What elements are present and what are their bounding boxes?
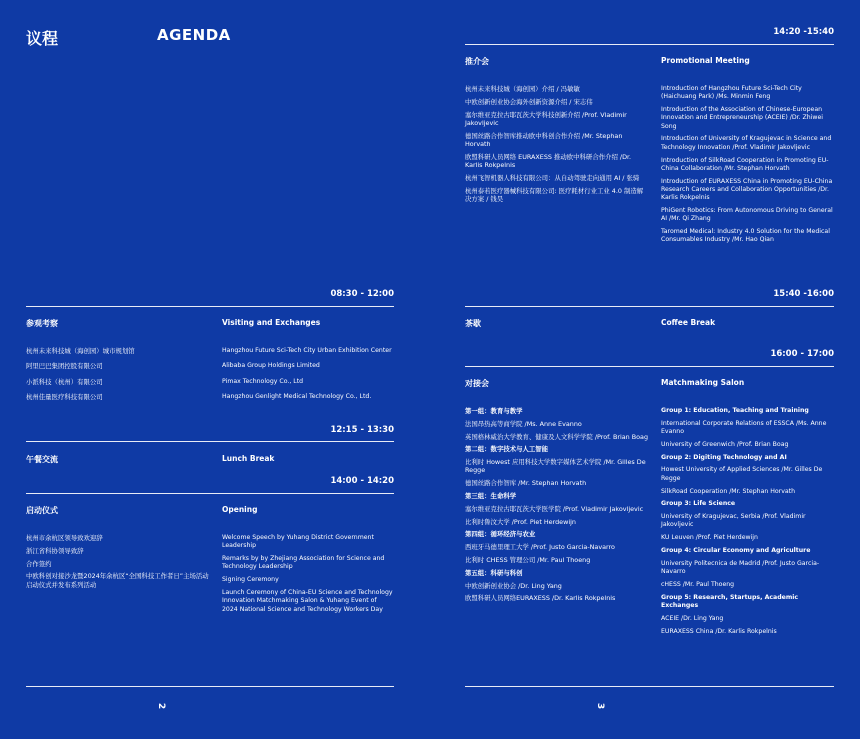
- page-number: 3: [595, 702, 606, 710]
- list-item: Welcome Speech by Yuhang District Government Leadership: [222, 534, 374, 550]
- list-item: Introduction of EURAXESS China in Promoting EU-China Research Careers and Collaboration Opportunities /Dr. Karlis Rokpelnis: [661, 177, 833, 202]
- opening-list-cn: [26, 534, 214, 593]
- match-title-cn: 对接会: [465, 379, 489, 388]
- group-heading: 第三组：生命科学: [465, 492, 517, 501]
- list-item: 杭州佳量医疗科技有限公司: [26, 392, 103, 401]
- list-item: 中欧创新创业协会 /Dr. Ling Yang: [465, 581, 562, 590]
- list-item: 杭州市余杭区领导致欢迎辞: [26, 534, 103, 542]
- list-item: 中欧科创对接沙龙暨2024年余杭区“全国科技工作者日”主场活动启动仪式并发布系列活动: [26, 572, 209, 589]
- list-item: Introduction of the Association of Chinese-European Innovation and Entrepreneurship (ACEIE) /Dr. Zhiwei Song: [661, 106, 824, 130]
- lunch-time: 12:15 - 13:30: [330, 425, 394, 435]
- list-item: University of Greenwich /Prof. Brian Boag: [661, 440, 789, 448]
- list-item: 小派科技（杭州）有限公司: [26, 377, 103, 386]
- list-item: EURAXESS China /Dr. Karlis Rokpelnis: [661, 627, 777, 635]
- opening-title-cn: 启动仪式: [26, 506, 58, 515]
- left-page: [26, 0, 394, 739]
- lunch-title-cn: 午餐交流: [26, 455, 58, 464]
- list-item: 阿里巴巴集团控股有限公司: [26, 362, 103, 371]
- divider: [26, 306, 394, 307]
- list-item: 塞尔维亚克拉古耶瓦茨大学医学院 /Prof. Vladimir Jakovljevic: [465, 504, 644, 513]
- match-title-en: Matchmaking Salon: [661, 378, 745, 387]
- divider: [465, 686, 834, 687]
- agenda-title-en: AGENDA: [157, 26, 231, 44]
- list-item: 西班牙马德里理工大学 /Prof. Justo Garcia-Navarro: [465, 543, 615, 552]
- group-heading: Group 1: Education, Teaching and Training: [661, 407, 809, 414]
- agenda-title-cn: 议程: [26, 29, 59, 48]
- promo-title-en: Promotional Meeting: [661, 56, 750, 65]
- list-item: 比利时鲁汶大学 /Prof. Piet Herdewijn: [465, 517, 576, 526]
- list-item: ACEIE /Dr. Ling Yang: [661, 614, 724, 622]
- group-heading: Group 5: Research, Startups, Academic Exchanges: [661, 593, 799, 610]
- list-item: Remarks by by Zhejiang Association for Science and Technology Leadership: [222, 555, 385, 571]
- divider: [465, 366, 834, 367]
- list-item: 合作签约: [26, 559, 52, 568]
- list-item: 欧盟科研人员网络EURAXESS /Dr. Karlis Rokpelnis: [465, 594, 616, 603]
- promo-time: 14:20 -15:40: [773, 27, 834, 37]
- list-item: Pimax Technology Co., Ltd: [222, 377, 304, 385]
- list-item: SilkRoad Cooperation /Mr. Stephan Horvath: [661, 487, 796, 495]
- list-item: Introduction of University of Kragujevac in Science and Technology Innovation /Prof. Vladimir Jakovljevic: [661, 135, 832, 151]
- group-heading: 第五组：科研与科创: [465, 568, 523, 577]
- group-heading: 第四组：循环经济与农业: [465, 530, 536, 539]
- list-item: 比利时 Howest 应用科技大学数字媒体艺术学院 /Mr. Gilles De Regge: [465, 458, 646, 475]
- list-item: Hangzhou Future Sci-Tech City Urban Exhibition Center: [222, 347, 392, 354]
- list-item: University Politecnica de Madrid /Prof. Justo Garcia-Navarro: [661, 559, 820, 576]
- list-item: 法国昂热高等商学院 /Ms. Anne Evanno: [465, 419, 582, 428]
- coffee-title-cn: 茶歇: [465, 319, 481, 328]
- divider: [26, 441, 394, 442]
- divider: [26, 493, 394, 494]
- match-list-en: [661, 407, 833, 640]
- list-item: 浙江省科协领导致辞: [26, 546, 84, 555]
- list-item: Introduction of SilkRoad Cooperation in Promoting EU-China Collaboration /Mr. Stephan Horvath: [661, 156, 829, 172]
- list-item: 杭州未来科技城（海创园）介绍 / 冯敏敏: [465, 85, 580, 93]
- list-item: 德国丝路合作智库 /Mr. Stephan Horvath: [465, 479, 587, 488]
- opening-list-en: [222, 534, 394, 618]
- right-page: [465, 0, 834, 739]
- group-heading: Group 3: Life Science: [661, 500, 736, 508]
- opening-time: 14:00 - 14:20: [330, 476, 394, 486]
- coffee-title-en: Coffee Break: [661, 318, 716, 327]
- visit-title-en: Visiting and Exchanges: [222, 318, 321, 327]
- list-item: 杭州泰若医疗器械科技有限公司: 医疗耗材行业工业 4.0 制造解决方案 / 钱昊: [465, 186, 644, 203]
- promo-list-cn: [465, 85, 645, 208]
- list-item: International Corporate Relations of ESSCA /Ms. Anne Evanno: [661, 419, 827, 436]
- list-item: 比利时 CHESS 管理公司 /Mr. Paul Thoeng: [465, 556, 591, 565]
- list-item: University of Kragujevac, Serbia /Prof. Vladimir Jakovljevic: [661, 513, 806, 529]
- list-item: 中欧创新创业协会海外创新资源介绍 / 宋志伟: [465, 97, 593, 106]
- match-list-cn: [465, 407, 650, 607]
- group-heading: 第一组：教育与教学: [465, 407, 523, 415]
- list-item: PhiGent Robotics: From Autonomous Driving to General AI /Mr. Qi Zhang: [661, 207, 833, 223]
- list-item: Launch Ceremony of China-EU Science and Technology Innovation Matchmaking Salon & Yuhang Event of 2024 National Science and Technology Workers Day: [222, 588, 393, 613]
- list-item: 英国格林威治大学教育、健康及人文科学学院 /Prof. Brian Boag: [465, 432, 649, 441]
- promo-list-en: [661, 85, 833, 249]
- coffee-time: 15:40 -16:00: [773, 289, 834, 299]
- list-item: 杭州飞智机器人科技有限公司：从自动驾驶走向通用 AI / 张骑: [465, 173, 640, 182]
- list-item: Introduction of Hangzhou Future Sci-Tech City (Haichuang Park) /Ms. Minmin Feng: [661, 85, 802, 101]
- match-time: 16:00 - 17:00: [770, 349, 834, 359]
- lunch-title-en: Lunch Break: [222, 454, 275, 463]
- list-item: Howest University of Applied Sciences /Mr. Gilles De Regge: [661, 466, 823, 482]
- group-heading: Group 4: Circular Economy and Agriculture: [661, 547, 811, 555]
- list-item: cHESS /Mr. Paul Thoeng: [661, 580, 735, 588]
- group-heading: Group 2: Digiting Technology and AI: [661, 453, 787, 461]
- list-item: 欧盟科研人员网络 EURAXESS 推动欧中科研合作介绍 /Dr. Karlis Rokpelnis: [465, 152, 632, 170]
- visit-list-cn: [26, 347, 211, 408]
- page-number: 2: [156, 702, 167, 710]
- list-item: Signing Ceremony: [222, 576, 279, 584]
- opening-title-en: Opening: [222, 505, 258, 514]
- divider: [26, 686, 394, 687]
- list-item: 塞尔维亚克拉古耶瓦茨大学科技创新介绍 /Prof. Vladimir Jakovljevic: [465, 110, 627, 127]
- divider: [465, 306, 834, 307]
- list-item: Taromed Medical: Industry 4.0 Solution for the Medical Consumables Industry /Mr. Hao Qian: [661, 228, 830, 244]
- divider: [465, 44, 834, 45]
- promo-title-cn: 推介会: [465, 57, 489, 66]
- list-item: KU Leuven /Prof. Piet Herdewijn: [661, 534, 758, 542]
- list-item: 杭州未来科技城（海创园）城市规划馆: [26, 347, 135, 355]
- list-item: Hangzhou Genlight Medical Technology Co., Ltd.: [222, 392, 372, 400]
- visit-title-cn: 参观考察: [26, 319, 58, 328]
- group-heading: 第二组：数字技术与人工智能: [465, 445, 549, 454]
- list-item: Alibaba Group Holdings Limited: [222, 362, 320, 370]
- visit-time: 08:30 - 12:00: [330, 289, 394, 299]
- visit-list-en: [222, 347, 394, 408]
- list-item: 德国丝路合作智库推动欧中科创合作介绍 /Mr. Stephan Horvath: [465, 131, 623, 148]
